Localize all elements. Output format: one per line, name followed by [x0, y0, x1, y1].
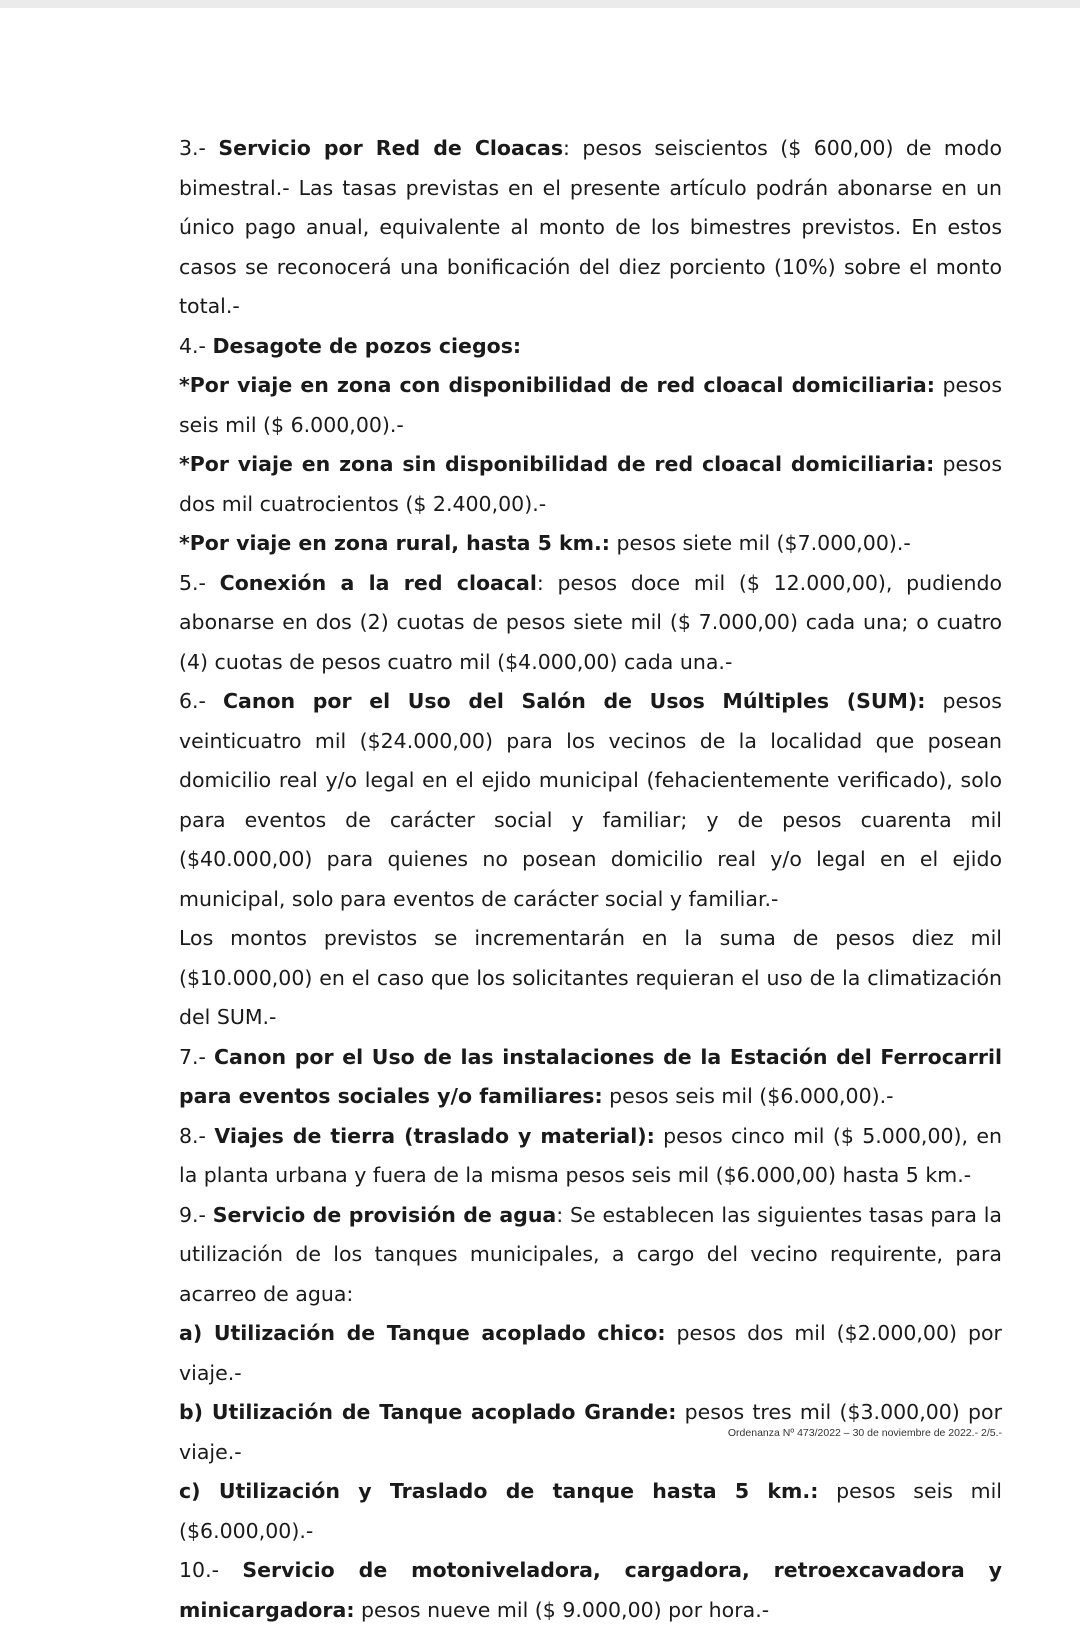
item-number: 6.-	[179, 689, 206, 713]
item-title: Servicio de motoniveladora, cargadora, retroexcavadora y	[242, 1558, 1002, 1582]
item-3	[179, 129, 1002, 327]
sub-item-text: pesos dos mil ($2.000,00) por viaje.-	[179, 1321, 1002, 1385]
item-6	[179, 682, 1002, 919]
item-10	[179, 1551, 1002, 1591]
item-text: pesos cinco mil ($ 5.000,00), en la planta urbana y fuera de la misma pesos seis mil ($6.000,00) hasta 5 km.-	[179, 1124, 1002, 1188]
item-number: 7.-	[179, 1045, 206, 1069]
item-4	[179, 327, 1002, 367]
item-8	[179, 1117, 1002, 1196]
item-title: Servicio por Red de Cloacas	[218, 136, 563, 160]
item-title: Canon por el Uso de las instalaciones de la Estación del Ferrocarril para eventos sociales y/o familiares:	[179, 1045, 1002, 1109]
item-4-sub-1	[179, 366, 1002, 445]
sub-item-title: *Por viaje en zona rural, hasta 5 km.:	[179, 531, 610, 555]
document-body	[179, 129, 1002, 1630]
item-number: 8.-	[179, 1124, 206, 1148]
item-4-sub-3	[179, 524, 1002, 564]
item-10-cont	[179, 1591, 1002, 1630]
item-text: : pesos seiscientos ($ 600,00) de modo bimestral.- Las tasas previstas en el presente artículo podrán abonarse en un único pago anual, equivalente al monto de los bimestres previstos. En estos casos se reconocerá una bonificación del diez porciento (10%) sobre el monto total.-	[179, 136, 1002, 318]
item-number: 5.-	[179, 571, 206, 595]
top-bar	[0, 0, 1080, 8]
item-text: : pesos doce mil ($ 12.000,00), pudiendo abonarse en dos (2) cuotas de pesos siete mil ($ 7.000,00) cada una; o cuatro (4) cuotas de pesos cuatro mil ($4.000,00) cada una.-	[179, 571, 1002, 674]
sub-item-title: c) Utilización y Traslado de tanque hasta 5 km.:	[179, 1479, 818, 1503]
item-title: Viajes de tierra (traslado y material):	[214, 1124, 654, 1148]
item-9	[179, 1196, 1002, 1315]
item-text: pesos nueve mil ($ 9.000,00) por hora.-	[355, 1598, 770, 1622]
item-5	[179, 564, 1002, 683]
item-4-sub-2	[179, 445, 1002, 524]
item-title: Canon por el Uso del Salón de Usos Múltiples (SUM):	[223, 689, 925, 713]
sub-item-text: pesos siete mil ($7.000,00).-	[610, 531, 911, 555]
page-footer: Ordenanza Nº 473/2022 – 30 de noviembre de 2022.- 2/5.-	[728, 1427, 1002, 1439]
item-text: : Se establecen las siguientes tasas para la utilización de los tanques municipales, a cargo del vecino requirente, para acarreo de agua:	[179, 1203, 1002, 1306]
item-text: pesos seis mil ($6.000,00).-	[603, 1084, 894, 1108]
item-text: pesos veinticuatro mil ($24.000,00) para los vecinos de la localidad que posean domicilio real y/o legal en el ejido municipal (fehacientemente verificado), solo para eventos de carácter social y familiar; y de pesos cuarenta mil ($40.000,00) para quienes no posean domicilio real y/o legal en el ejido municipal, solo para eventos de carácter social y familiar.-	[179, 689, 1002, 911]
item-title: Servicio de provisión de agua	[213, 1203, 556, 1227]
item-title: Conexión a la red cloacal	[220, 571, 537, 595]
sub-item-title: *Por viaje en zona sin disponibilidad de red cloacal domiciliaria:	[179, 452, 934, 476]
item-7	[179, 1038, 1002, 1117]
item-number: 9.-	[179, 1203, 206, 1227]
sub-item-title: b) Utilización de Tanque acoplado Grande:	[179, 1400, 676, 1424]
item-number: 10.-	[179, 1558, 219, 1582]
sub-item-text: pesos seis mil ($ 6.000,00).-	[179, 373, 1002, 437]
item-text: Los montos previstos se incrementarán en la suma de pesos diez mil ($10.000,00) en el caso que los solicitantes requieran el uso de la climatización del SUM.-	[179, 926, 1002, 1029]
sub-item-text: pesos dos mil cuatrocientos ($ 2.400,00).-	[179, 452, 1002, 516]
sub-item-text: pesos tres mil ($3.000,00) por viaje.-	[179, 1400, 1002, 1464]
sub-item-title: a) Utilización de Tanque acoplado chico:	[179, 1321, 666, 1345]
sub-item-title: *Por viaje en zona con disponibilidad de red cloacal domiciliaria:	[179, 373, 935, 397]
item-9-a	[179, 1314, 1002, 1393]
item-number: 4.-	[179, 334, 206, 358]
sub-item-text: pesos seis mil ($6.000,00).-	[179, 1479, 1002, 1543]
item-9-c	[179, 1472, 1002, 1551]
item-title: Desagote de pozos ciegos:	[213, 334, 522, 358]
item-6-note	[179, 919, 1002, 1038]
item-number: 3.-	[179, 136, 206, 160]
item-title: minicargadora:	[179, 1598, 355, 1622]
